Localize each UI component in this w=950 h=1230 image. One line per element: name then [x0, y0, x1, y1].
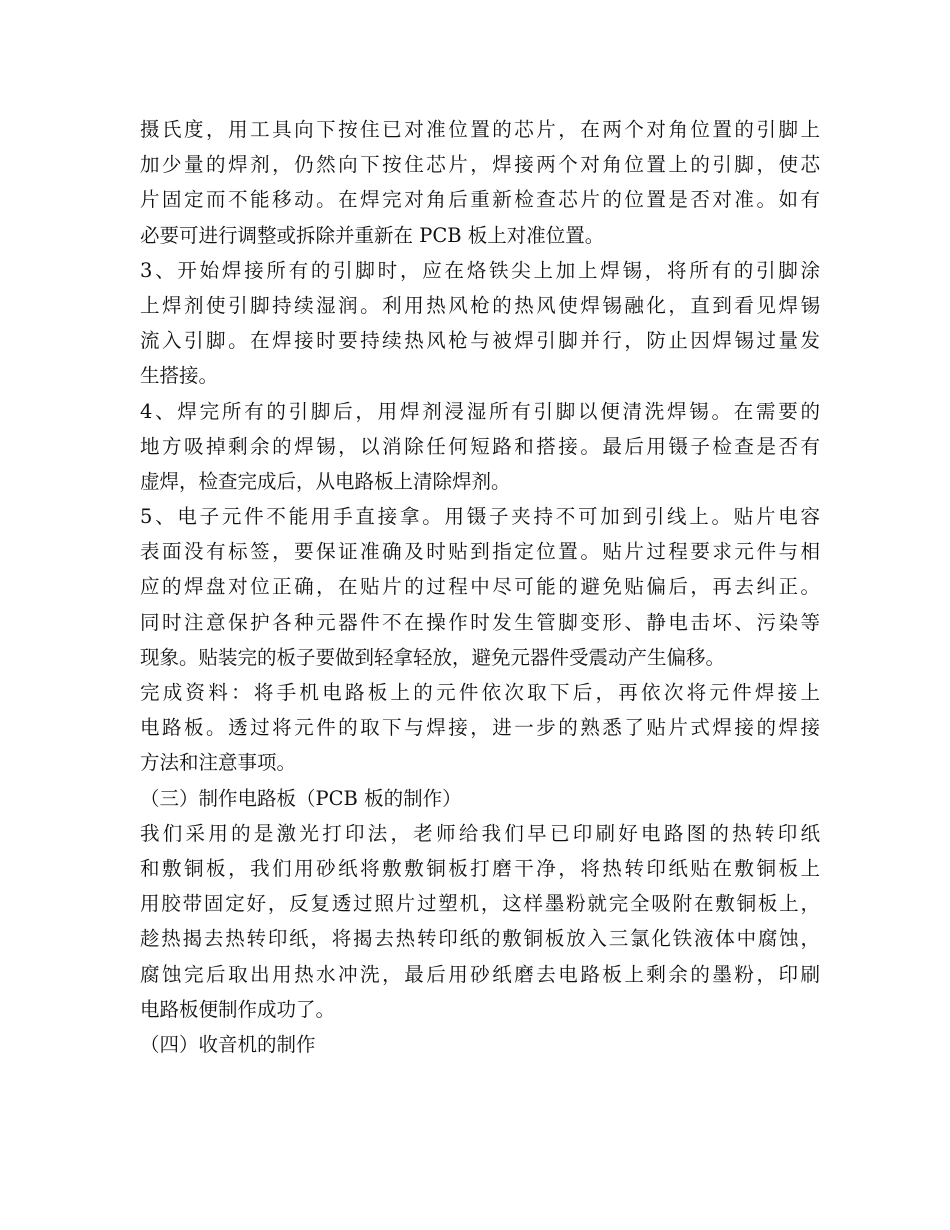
- section-heading: （四）收音机的制作: [140, 1032, 316, 1056]
- text-line: 方法和注意事项。: [140, 751, 297, 775]
- text-line: 地方吸掉剩余的焊锡，以消除任何短路和搭接。最后用镊子检查是否有: [140, 434, 820, 458]
- document-page: [140, 112, 820, 1062]
- text-line: 表面没有标签，要保证准确及时贴到指定位置。贴片过程要求元件与相: [140, 540, 820, 564]
- text-line: 片固定而不能移动。在焊完对角后重新检查芯片的位置是否对准。如有: [140, 188, 820, 212]
- text-line: 流入引脚。在焊接时要持续热风枪与被焊引脚并行，防止因焊锡过量发: [140, 329, 820, 353]
- text-line: 必要可进行调整或拆除并重新在 PCB 板上对准位置。: [140, 223, 605, 247]
- text-line: 用胶带固定好，反复透过照片过塑机，这样墨粉就完全吸附在敷铜板上，: [140, 892, 820, 916]
- text-line: 完成资料：将手机电路板上的元件依次取下后，再依次将元件焊接上: [140, 681, 820, 704]
- text-line: 电路板便制作成功了。: [140, 997, 336, 1021]
- text-line: 腐蚀完后取出用热水冲洗，最后用砂纸磨去电路板上剩余的墨粉，印刷: [140, 962, 820, 986]
- text-line: 摄氏度，用工具向下按住已对准位置的芯片，在两个对角位置的引脚上: [140, 118, 820, 141]
- text-line: 电路板。透过将元件的取下与焊接，进一步的熟悉了贴片式焊接的焊接: [140, 716, 820, 740]
- text-line: 现象。贴装完的板子要做到轻拿轻放，避免元器件受震动产生偏移。: [140, 645, 726, 669]
- text-line: 上焊剂使引脚持续湿润。利用热风枪的热风使焊锡融化，直到看见焊锡: [140, 293, 820, 317]
- text-line: 虚焊，检查完成后，从电路板上清除焊剂。: [140, 469, 511, 493]
- text-line: 4、焊完所有的引脚后，用焊剂浸湿所有引脚以便清洗焊锡。在需要的: [140, 399, 820, 423]
- text-line: 生搭接。: [140, 364, 219, 388]
- text-line: 我们采用的是激光打印法，老师给我们早已印刷好电路图的热转印纸: [140, 821, 820, 845]
- section-heading: （三）制作电路板（PCB 板的制作）: [140, 786, 462, 810]
- text-line: 和敷铜板，我们用砂纸将敷敷铜板打磨干净，将热转印纸贴在敷铜板上: [140, 856, 820, 880]
- text-line: 3、开始焊接所有的引脚时，应在烙铁尖上加上焊锡，将所有的引脚涂: [140, 258, 820, 282]
- text-line: 同时注意保护各种元器件不在操作时发生管脚变形、静电击坏、污染等: [140, 610, 820, 634]
- text-line: 5、电子元件不能用手直接拿。用镊子夹持不可加到引线上。贴片电容: [140, 505, 820, 529]
- text-line: 加少量的焊剂，仍然向下按住芯片，焊接两个对角位置上的引脚，使芯: [140, 153, 820, 177]
- text-line: 应的焊盘对位正确，在贴片的过程中尽可能的避免贴偏后，再去纠正。: [140, 575, 820, 599]
- text-line: 趁热揭去热转印纸，将揭去热转印纸的敷铜板放入三氯化铁液体中腐蚀，: [140, 927, 820, 951]
